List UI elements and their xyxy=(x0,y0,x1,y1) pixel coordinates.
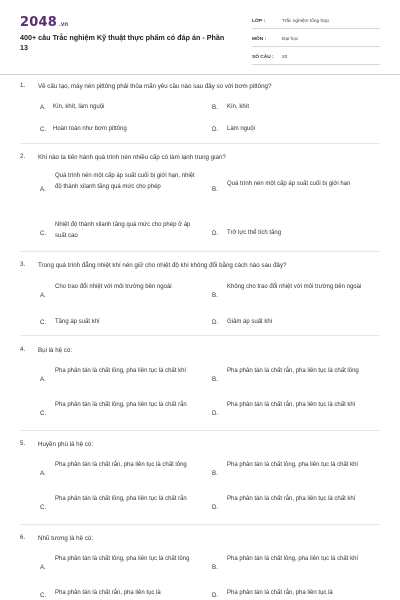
option-text[interactable]: Kín, khít, làm nguội xyxy=(53,104,105,110)
question-text: Trong quá trình đẳng nhiệt khí nén giữ cho nhiệt độ khí không đổi bằng cách nào sau đây? xyxy=(38,262,287,269)
option-text[interactable]: Pha phân tán là chất lỏng, pha liên tục là chất khí xyxy=(227,462,359,468)
question-text: Về cấu tạo, máy nén pittông phải thỏa mãn yêu cầu nào sau đây so với bơm pittông? xyxy=(38,83,272,90)
meta-value: Trắc nghiệm tổng hợp xyxy=(282,18,329,24)
header-divider xyxy=(0,74,400,75)
option-text[interactable]: Nhiệt độ thành xilanh tăng quá mức cho phép ở áp suất cao xyxy=(55,222,191,239)
document-title: 400+ câu Trắc nghiệm Kỹ thuật thực phẩm có đáp án - Phần 13 xyxy=(20,33,225,52)
option-text[interactable]: Pha phân tán là chất rắn, pha liên tục là chất lỏng xyxy=(227,368,359,374)
meta-panel xyxy=(252,14,380,68)
option-letter: D. xyxy=(212,592,219,599)
question-divider xyxy=(20,430,380,431)
meta-label: LỚP : xyxy=(252,18,266,24)
option-letter: B. xyxy=(212,104,218,111)
option-letter: C. xyxy=(40,126,47,133)
option-text[interactable]: Pha phân tán là chất lỏng, pha liên tục là chất rắn xyxy=(55,402,187,408)
meta-value: Đại học xyxy=(282,36,299,42)
option-letter: B. xyxy=(212,376,218,383)
option-letter: C. xyxy=(40,504,47,511)
option-letter: D. xyxy=(212,126,219,133)
option-text[interactable]: Kín, khít xyxy=(227,104,250,110)
option-letter: C. xyxy=(40,319,47,326)
question-number: 6. xyxy=(20,534,26,541)
option-text[interactable]: Quá trình nén một cấp áp suất cuối bị giới hạn, nhiệt độ thành xilanh tăng quá mức cho phép xyxy=(55,173,195,190)
option-text[interactable]: Trở lực thể tích tăng xyxy=(227,230,282,236)
question-divider xyxy=(20,251,380,252)
option-letter: C. xyxy=(40,592,47,599)
option-text[interactable]: Pha phân tán là chất lỏng, pha liên tục là chất lỏng xyxy=(55,556,190,562)
question-number: 1. xyxy=(20,82,26,89)
option-letter: A. xyxy=(40,186,46,193)
option-text[interactable]: Quá trình nén một cấp áp suất cuối bị giới hạn xyxy=(227,181,351,187)
option-letter: B. xyxy=(212,186,218,193)
option-text[interactable]: Làm nguội xyxy=(227,126,256,132)
option-text[interactable]: Pha phân tán là chất rắn, pha liên tục là xyxy=(227,590,333,596)
option-text[interactable]: Pha phân tán là chất lỏng, pha liên tục là chất khí xyxy=(227,556,359,562)
option-text[interactable]: Giảm áp suất khí xyxy=(227,319,273,325)
option-text[interactable]: Không cho trao đổi nhiệt với môi trường bên ngoài xyxy=(227,284,362,290)
question-number: 3. xyxy=(20,261,26,268)
question-divider xyxy=(20,335,380,336)
option-letter: B. xyxy=(212,470,218,477)
option-letter: A. xyxy=(40,564,46,571)
option-letter: C. xyxy=(40,410,47,417)
option-letter: A. xyxy=(40,470,46,477)
option-text[interactable]: Tăng áp suất khí xyxy=(55,319,100,325)
option-text[interactable]: Pha phân tán là chất rắn, pha liên tục là chất khí xyxy=(227,402,356,408)
option-letter: B. xyxy=(212,292,218,299)
meta-value: 20 xyxy=(282,54,288,60)
question-text: Nhũ tương là hệ có: xyxy=(38,535,93,542)
question-number: 5. xyxy=(20,440,26,447)
question-text: Khi nào ta tiến hành quá trình nén nhiều cấp có làm lạnh trung gian? xyxy=(38,154,226,161)
option-letter: A. xyxy=(40,376,46,383)
meta-row-class xyxy=(252,14,380,29)
question-divider xyxy=(20,524,380,525)
option-text[interactable]: Pha phân tán là chất rắn, pha liên tục là chất lỏng xyxy=(55,462,187,468)
meta-label: MÔN : xyxy=(252,36,267,42)
site-logo[interactable] xyxy=(20,14,68,30)
option-letter: C. xyxy=(40,230,47,237)
option-text[interactable]: Hoàn toàn như bơm pittông xyxy=(53,126,127,132)
option-letter: D. xyxy=(212,230,219,237)
option-text[interactable]: Cho trao đổi nhiệt với môi trường bên ngoài xyxy=(55,284,172,290)
option-letter: D. xyxy=(212,319,219,326)
logo-suffix: .vn xyxy=(58,22,69,28)
question-text: Huyền phù là hệ có: xyxy=(38,441,94,448)
question-divider xyxy=(20,143,380,144)
option-letter: D. xyxy=(212,410,219,417)
option-letter: A. xyxy=(40,292,46,299)
meta-row-subject xyxy=(252,32,380,47)
option-text[interactable]: Pha phân tán là chất rắn, pha liên tục là chất khí xyxy=(227,496,356,502)
option-letter: A. xyxy=(40,104,46,111)
option-letter: B. xyxy=(212,564,218,571)
question-number: 2. xyxy=(20,153,26,160)
option-text[interactable]: Pha phân tán là chất lỏng, pha liên tục là chất rắn xyxy=(55,496,187,502)
meta-label: SỐ CÂU : xyxy=(252,54,274,60)
option-text[interactable]: Pha phân tán là chất rắn, pha liên tục là xyxy=(55,590,161,596)
option-text[interactable]: Pha phân tán là chất lỏng, pha liên tục là chất khí xyxy=(55,368,187,374)
logo-text: 2048 xyxy=(20,15,57,30)
question-text: Bụi là hệ có: xyxy=(38,347,73,354)
option-letter: D. xyxy=(212,504,219,511)
question-number: 4. xyxy=(20,346,26,353)
meta-row-count xyxy=(252,50,380,65)
